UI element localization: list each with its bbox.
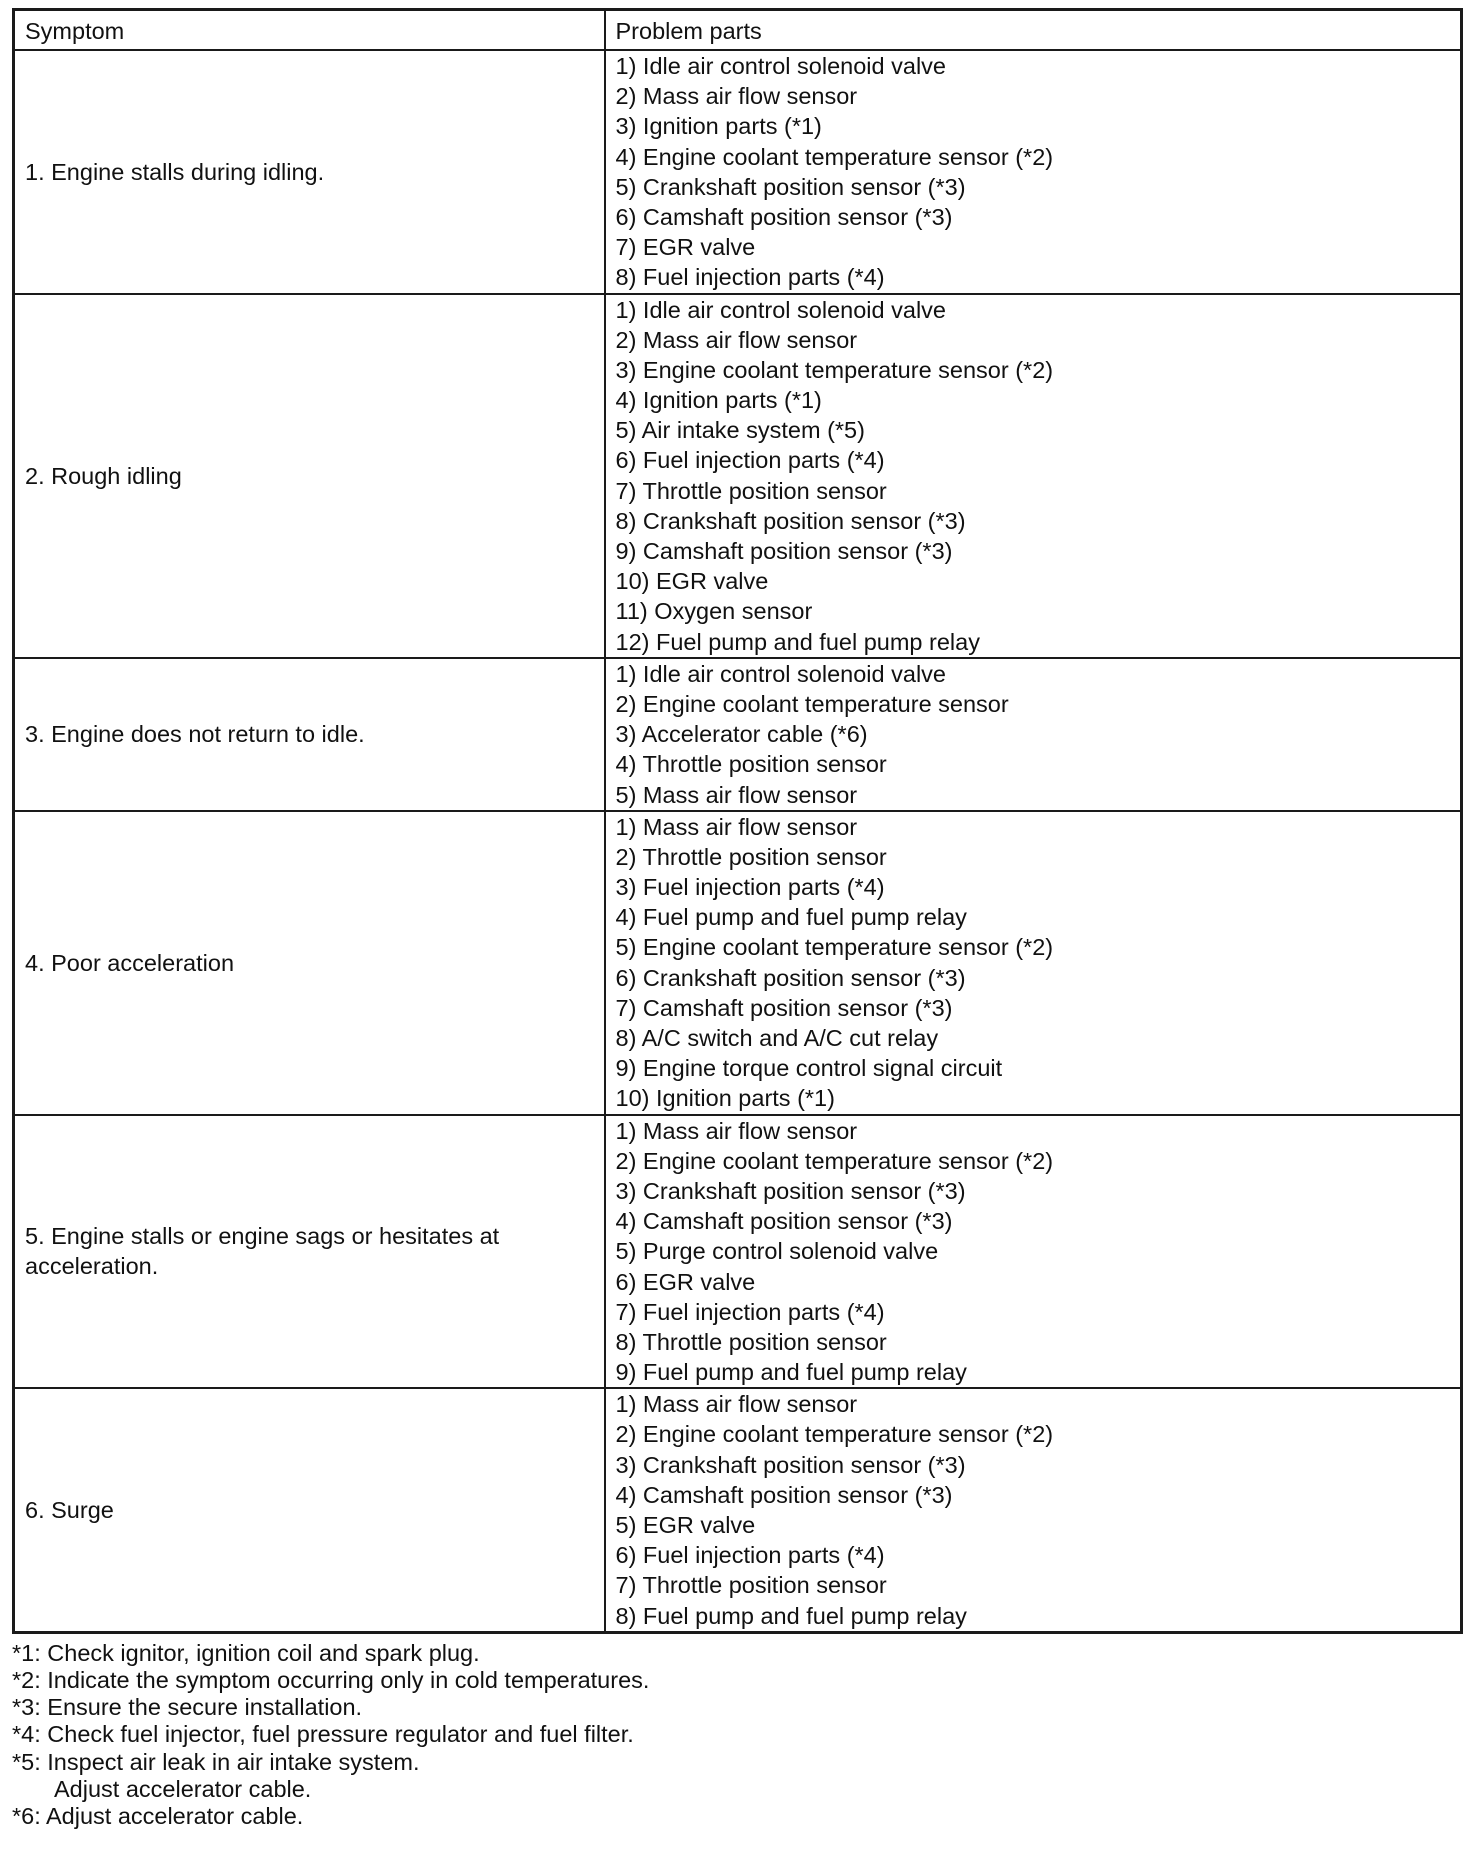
problem-parts-list: [616, 812, 1451, 1114]
problem-part-item: 10) EGR valve: [615, 568, 769, 595]
header-symptom: Symptom: [14, 10, 605, 51]
footnote-1: *1: Check ignitor, ignition coil and spark plug.: [12, 1639, 480, 1666]
table-row: [14, 1115, 1462, 1389]
problem-part-item: 9) Camshaft position sensor (*3): [615, 538, 953, 564]
problem-part-item: 3) Crankshaft position sensor (*3): [615, 1451, 966, 1478]
problem-part-item: 1) Idle air control solenoid valve: [615, 660, 946, 687]
footnote-2: *2: Indicate the symptom occurring only in cold temperatures.: [12, 1666, 650, 1693]
problem-part-item: 8) Crankshaft position sensor (*3): [615, 507, 966, 534]
symptom-cell: 5. Engine stalls or engine sags or hesitates at acceleration.: [14, 1115, 605, 1389]
problem-part-item: 1) Mass air flow sensor: [615, 813, 858, 840]
problem-part-item: 2) Engine coolant temperature sensor (*2): [615, 1421, 1054, 1448]
problem-part-item: 6) Camshaft position sensor (*3): [615, 203, 953, 230]
problem-part-item: 2) Mass air flow sensor: [615, 83, 858, 110]
problem-parts-cell: [605, 811, 1462, 1115]
problem-part-item: 9) Fuel pump and fuel pump relay: [615, 1359, 967, 1386]
problem-part-item: 5) Purge control solenoid valve: [615, 1238, 939, 1265]
table-row: [14, 811, 1462, 1115]
table-body: [14, 50, 1462, 1632]
problem-parts-cell: [605, 50, 1462, 294]
problem-parts-cell: [605, 1388, 1462, 1632]
symptom-cell: 4. Poor acceleration: [14, 811, 605, 1115]
problem-part-item: 11) Oxygen sensor: [615, 598, 813, 625]
problem-part-item: 7) Throttle position sensor: [615, 477, 887, 504]
problem-part-item: 4) Ignition parts (*1): [615, 387, 822, 414]
problem-part-item: 8) A/C switch and A/C cut relay: [615, 1025, 939, 1051]
problem-part-item: 4) Camshaft position sensor (*3): [615, 1208, 953, 1235]
problem-part-item: 8) Throttle position sensor: [615, 1328, 887, 1355]
problem-part-item: 5) Mass air flow sensor: [615, 781, 858, 808]
problem-part-item: 4) Engine coolant temperature sensor (*2): [615, 143, 1054, 170]
problem-part-item: 1) Idle air control solenoid valve: [615, 296, 946, 323]
problem-part-item: 5) Crankshaft position sensor (*3): [615, 173, 966, 200]
header-problem-parts: Problem parts: [605, 10, 1462, 51]
table-row: [14, 50, 1462, 294]
symptom-cell: 3. Engine does not return to idle.: [14, 658, 605, 811]
table-row: [14, 1388, 1462, 1632]
problem-part-item: 10) Ignition parts (*1): [615, 1085, 835, 1112]
problem-parts-list: [616, 1116, 1451, 1388]
problem-part-item: 8) Fuel pump and fuel pump relay: [615, 1602, 967, 1629]
problem-parts-list: [616, 295, 1451, 657]
problem-part-item: 9) Engine torque control signal circuit: [615, 1055, 1003, 1082]
problem-part-item: 3) Crankshaft position sensor (*3): [615, 1177, 966, 1204]
footnote-5: *5: Inspect air leak in air intake system.: [12, 1748, 420, 1775]
problem-part-item: 2) Engine coolant temperature sensor (*2): [615, 1147, 1054, 1174]
problem-part-item: 6) Fuel injection parts (*4): [615, 447, 885, 474]
symptom-table: [12, 8, 1463, 1634]
problem-part-item: 1) Mass air flow sensor: [615, 1117, 858, 1144]
problem-part-item: 7) Fuel injection parts (*4): [615, 1298, 885, 1325]
problem-part-item: 4) Camshaft position sensor (*3): [615, 1481, 953, 1508]
problem-part-item: 7) Camshaft position sensor (*3): [615, 994, 953, 1021]
footnote-5-continuation: Adjust accelerator cable.: [54, 1775, 312, 1802]
problem-part-item: 2) Engine coolant temperature sensor: [615, 690, 1009, 717]
problem-parts-list: [616, 659, 1451, 810]
footnote-4: *4: Check fuel injector, fuel pressure regulator and fuel filter.: [12, 1721, 634, 1748]
problem-part-item: 3) Engine coolant temperature sensor (*2): [615, 356, 1054, 383]
problem-parts-list: [616, 51, 1451, 293]
problem-part-item: 8) Fuel injection parts (*4): [615, 264, 885, 291]
problem-part-item: 5) EGR valve: [615, 1512, 756, 1538]
problem-parts-cell: [605, 1115, 1462, 1389]
problem-part-item: 4) Fuel pump and fuel pump relay: [615, 904, 967, 931]
symptom-cell: 2. Rough idling: [14, 294, 605, 658]
table-row: [14, 294, 1462, 658]
problem-part-item: 5) Engine coolant temperature sensor (*2): [615, 934, 1054, 961]
problem-parts-cell: [605, 658, 1462, 811]
problem-part-item: 6) Crankshaft position sensor (*3): [615, 964, 966, 991]
table-header-row: [14, 10, 1462, 51]
problem-part-item: 1) Idle air control solenoid valve: [615, 53, 946, 79]
problem-parts-cell: [605, 294, 1462, 658]
problem-part-item: 4) Throttle position sensor: [615, 751, 887, 778]
problem-parts-list: [616, 1389, 1451, 1631]
problem-part-item: 3) Ignition parts (*1): [615, 113, 822, 140]
footnotes: [12, 1640, 1460, 1830]
problem-part-item: 3) Fuel injection parts (*4): [615, 874, 885, 901]
problem-part-item: 6) EGR valve: [615, 1268, 756, 1295]
problem-part-item: 5) Air intake system (*5): [615, 417, 865, 444]
problem-part-item: 12) Fuel pump and fuel pump relay: [615, 628, 980, 655]
problem-part-item: 2) Throttle position sensor: [615, 843, 887, 870]
problem-part-item: 7) EGR valve: [615, 234, 756, 261]
problem-part-item: 1) Mass air flow sensor: [615, 1391, 858, 1418]
document: [12, 8, 1460, 1830]
symptom-cell: 6. Surge: [14, 1388, 605, 1632]
problem-part-item: 6) Fuel injection parts (*4): [615, 1542, 885, 1569]
problem-part-item: 2) Mass air flow sensor: [615, 326, 858, 353]
problem-part-item: 3) Accelerator cable (*6): [615, 721, 868, 748]
footnote-3: *3: Ensure the secure installation.: [12, 1694, 363, 1721]
symptom-cell: 1. Engine stalls during idling.: [14, 50, 605, 294]
table-row: [14, 658, 1462, 811]
problem-part-item: 7) Throttle position sensor: [615, 1572, 887, 1599]
footnote-6: *6: Adjust accelerator cable.: [12, 1802, 304, 1829]
